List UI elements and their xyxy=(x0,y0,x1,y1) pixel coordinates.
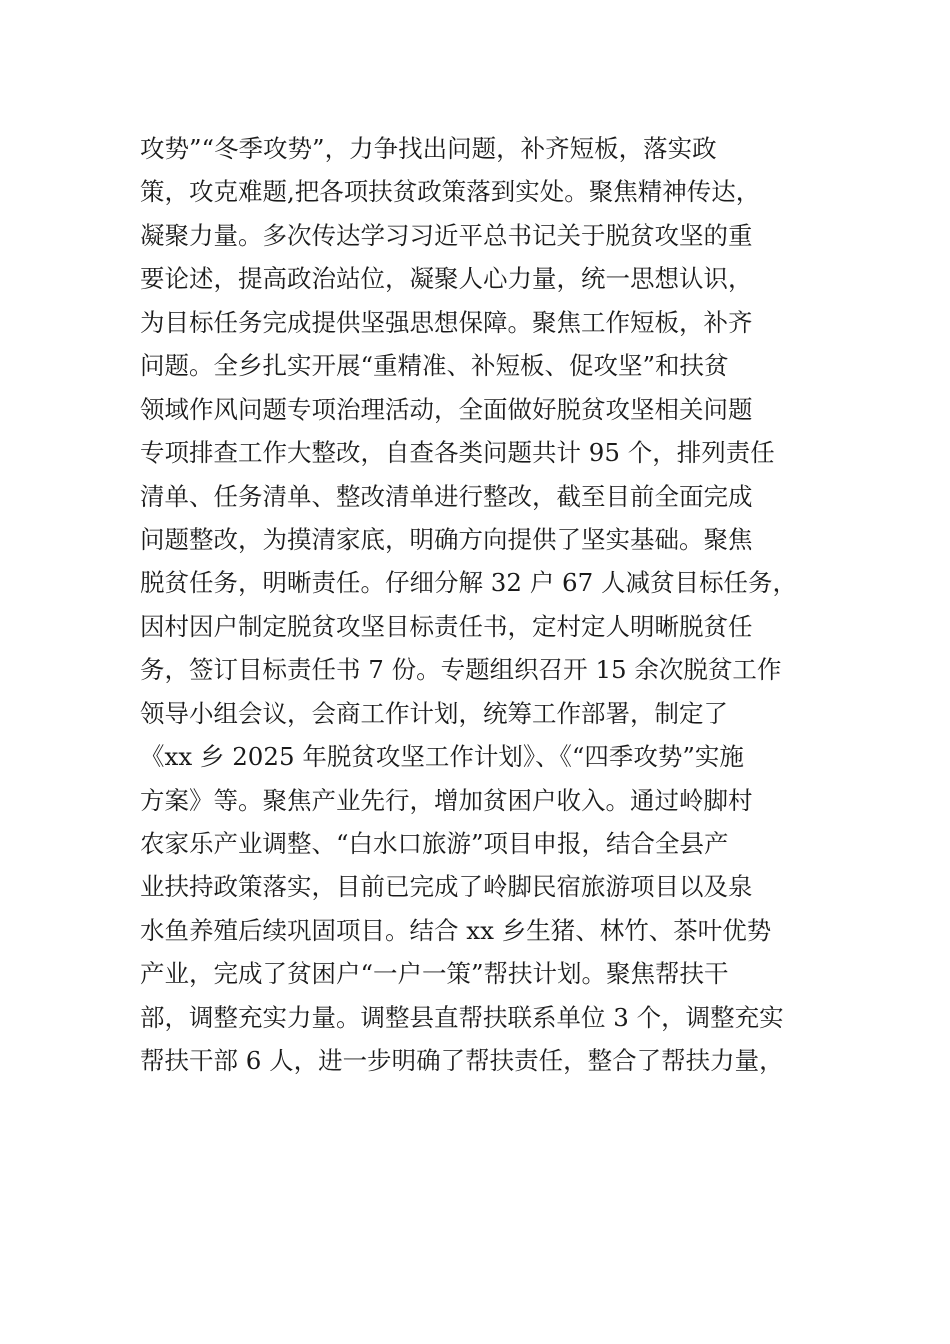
text-line: 务，签订目标责任书 7 份。专题组织召开 15 余次脱贫工作 xyxy=(140,655,782,685)
text-line: 领导小组会议，会商工作计划，统筹工作部署，制定了 xyxy=(140,698,728,728)
text-line: 《xx 乡 2025 年脱贫攻坚工作计划》、《“四季攻势”实施 xyxy=(140,742,744,772)
text-line: 帮扶干部 6 人，进一步明确了帮扶责任，整合了帮扶力量， xyxy=(140,1046,784,1076)
text-line: 攻势”“冬季攻势”，力争找出问题，补齐短板，落实政 xyxy=(140,134,717,163)
text-line: 策，攻克难题,把各项扶贫政策落到实处。聚焦精神传达， xyxy=(140,177,761,207)
text-line: 方案》等。聚焦产业先行，增加贫困户收入。通过岭脚村 xyxy=(140,785,753,815)
text-line: 清单、任务清单、整改清单进行整改，截至目前全面完成 xyxy=(140,481,753,511)
text-line: 部，调整充实力量。调整县直帮扶联系单位 3 个，调整充实 xyxy=(140,1002,784,1032)
text-line: 为目标任务完成提供坚强思想保障。聚焦工作短板，补齐 xyxy=(140,307,753,337)
text-line: 问题。全乡扎实开展“重精准、补短板、促攻坚”和扶贫 xyxy=(140,351,729,381)
text-line: 专项排查工作大整改，自查各类问题共计 95 个，排列责任 xyxy=(140,438,775,468)
text-line: 业扶持政策落实，目前已完成了岭脚民宿旅游项目以及泉 xyxy=(140,872,753,902)
body-paragraph xyxy=(140,127,820,1083)
text-line: 脱贫任务，明晰责任。仔细分解 32 户 67 人减贫目标任务， xyxy=(140,568,797,598)
text-line: 农家乐产业调整、“白水口旅游”项目申报，结合全县产 xyxy=(140,829,729,858)
text-line: 凝聚力量。多次传达学习习近平总书记关于脱贫攻坚的重 xyxy=(140,220,753,250)
text-line: 要论述，提高政治站位，凝聚人心力量，统一思想认识， xyxy=(140,264,753,294)
text-line: 问题整改，为摸清家底，明确方向提供了坚实基础。聚焦 xyxy=(140,524,753,554)
text-line: 产业，完成了贫困户“一户一策”帮扶计划。聚焦帮扶干 xyxy=(140,959,729,989)
text-line: 领域作风问题专项治理活动，全面做好脱贫攻坚相关问题 xyxy=(140,394,753,424)
text-line: 因村因户制定脱贫攻坚目标责任书，定村定人明晰脱贫任 xyxy=(140,611,753,641)
text-line: 水鱼养殖后续巩固项目。结合 xx 乡生猪、林竹、茶叶优势 xyxy=(140,915,772,945)
